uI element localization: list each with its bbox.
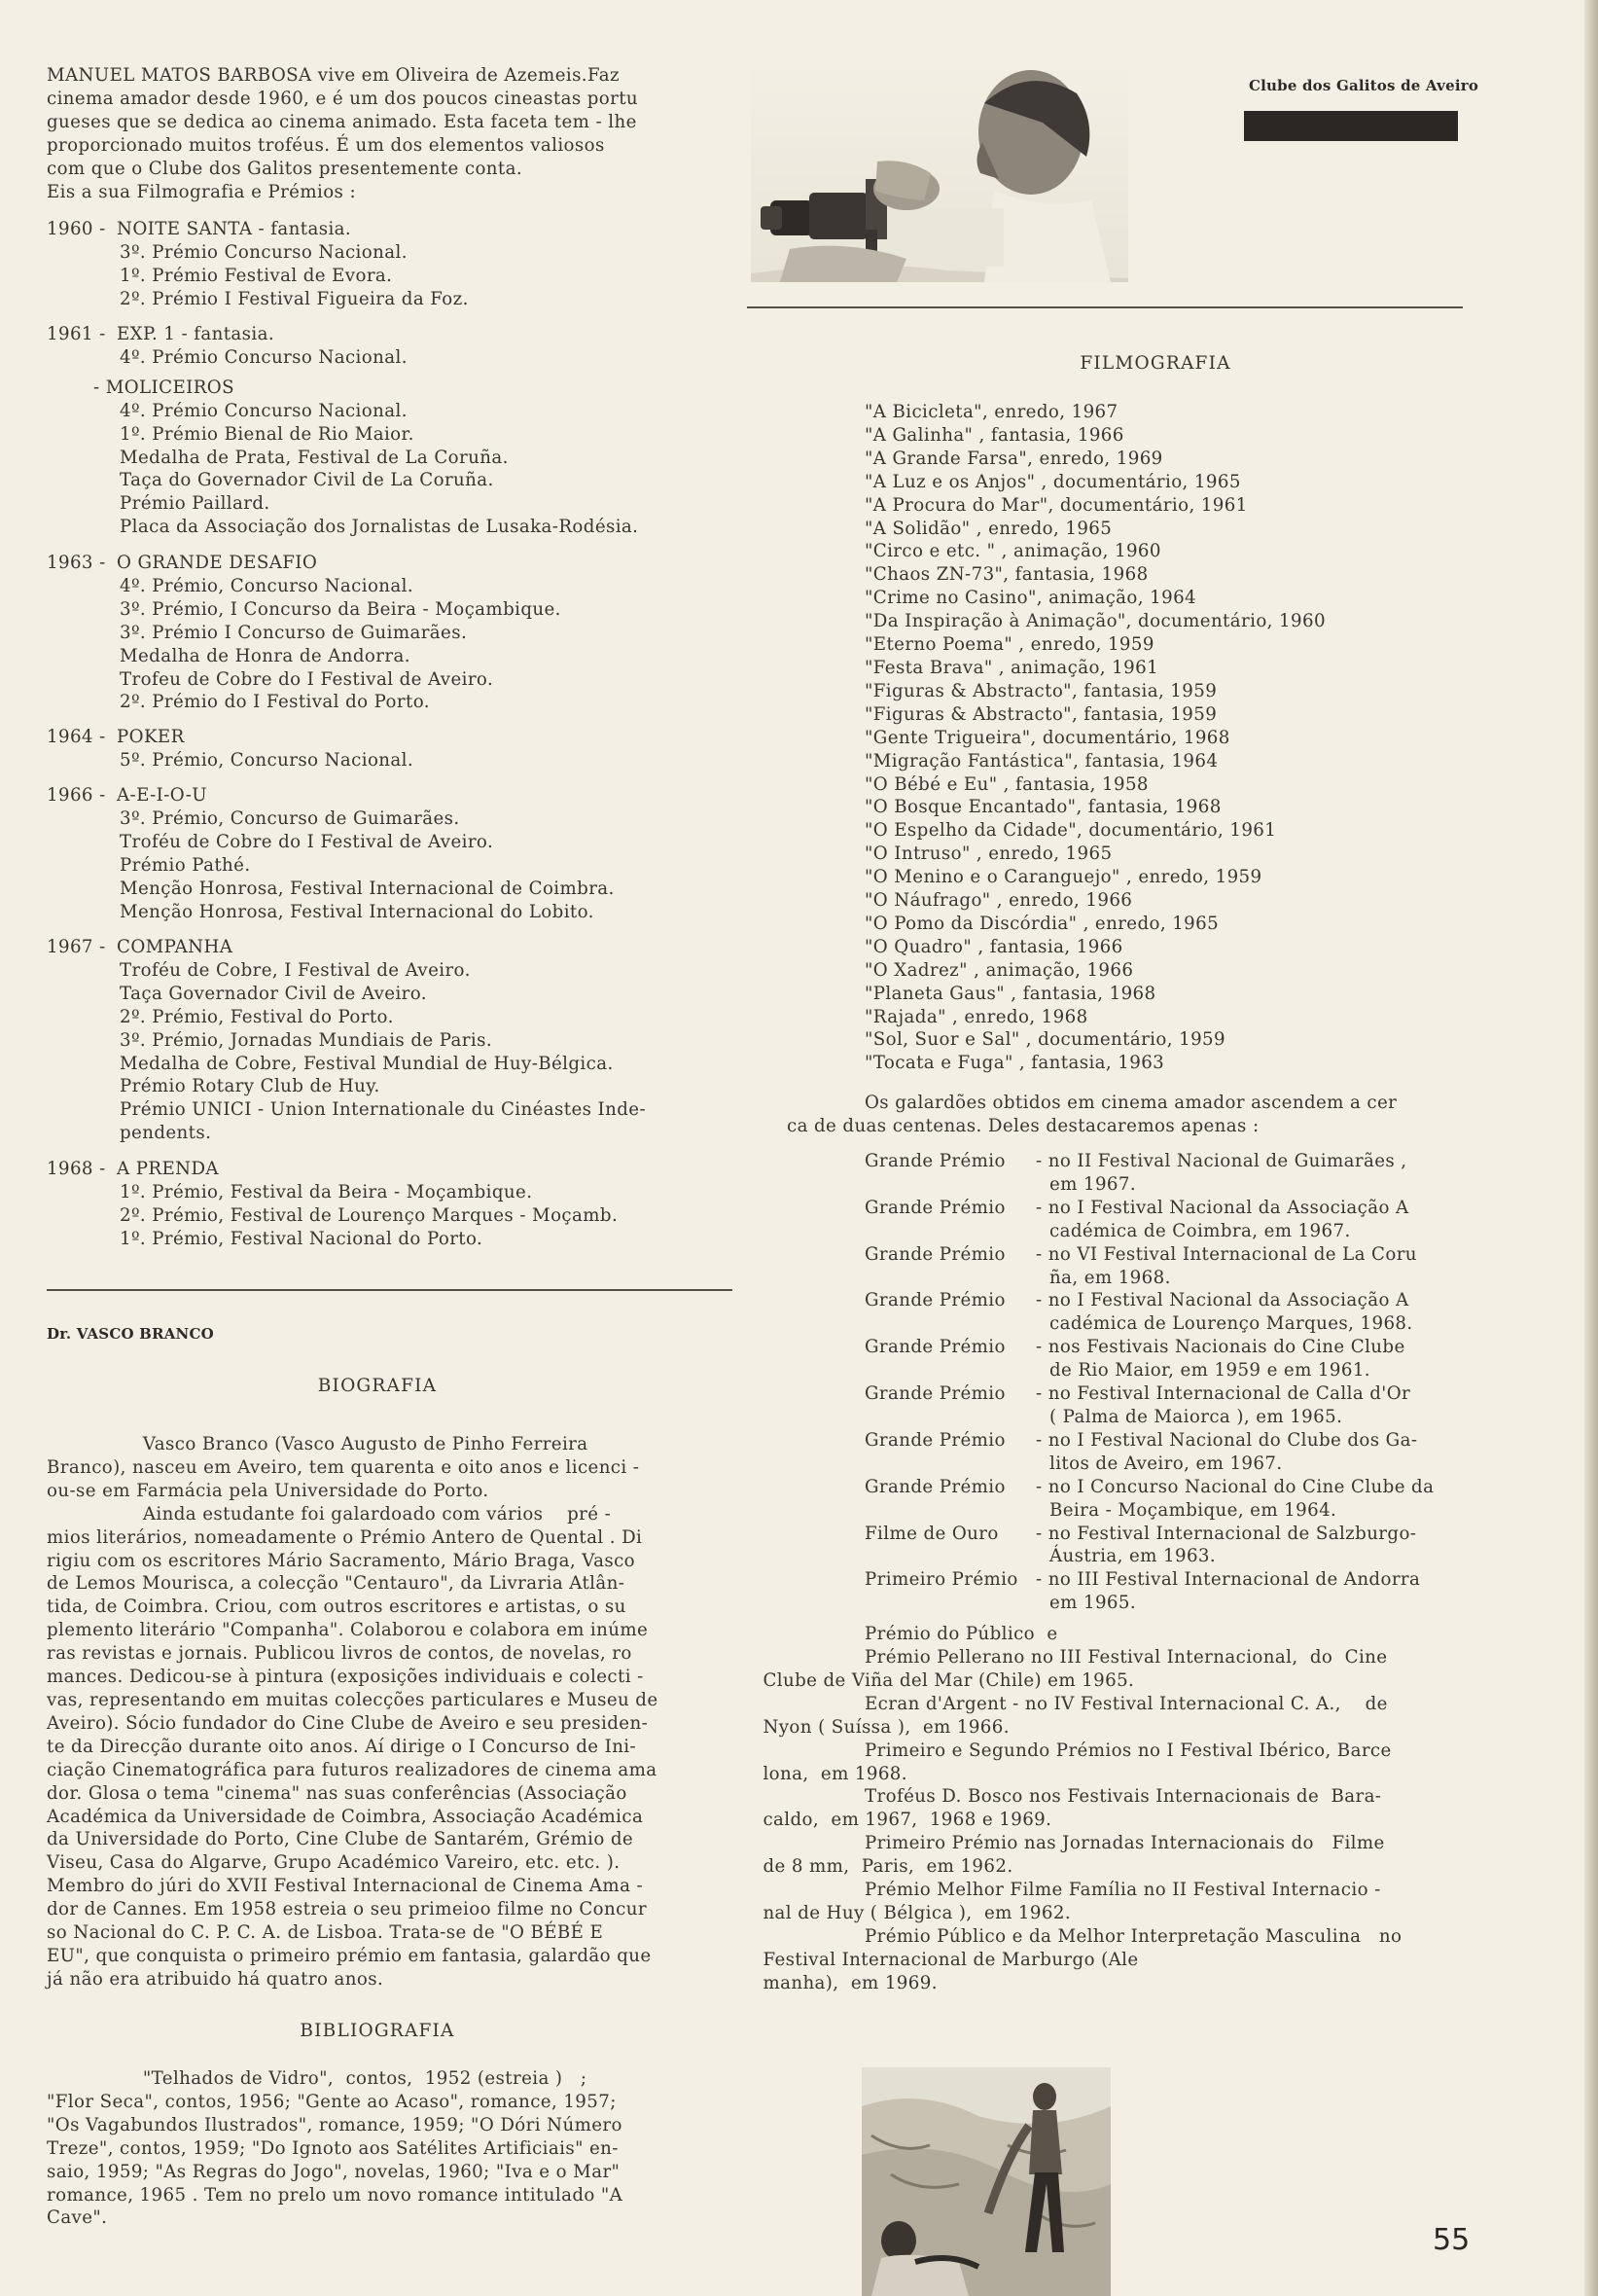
award-text-line: - no I Festival Nacional do Clube dos Ga- [1036,1429,1418,1451]
year-label: 1967 - [47,937,112,957]
film-item: "A Grande Farsa", enredo, 1969 [865,448,1163,469]
film-title: NOITE SANTA - fantasia. [117,219,352,239]
page-edge-shadow [1584,0,1598,2296]
biblio-line: "Flor Seca", contos, 1956; "Gente ao Acaso", romance, 1957; [47,2091,617,2112]
biblio-line: Cave". [47,2207,108,2229]
bio-line: mios literários, nomeadamente o Prémio Antero de Quental . Di [47,1526,643,1548]
award-item: 1º. Prémio, Festival da Beira - Moçambique. [120,1181,533,1202]
bio-line: te da Direcção durante oito anos. Aí dirige o I Concurso de Ini- [47,1736,637,1757]
award-item: Prémio Paillard. [120,493,270,515]
award-item: Taça do Governador Civil de La Coruña. [120,470,494,491]
film-title: COMPANHA [117,937,233,957]
year-block-1964 [47,726,708,772]
award-item: Trofeu de Cobre do I Festival de Aveiro. [120,668,494,690]
galardoes-intro [787,1092,1468,1138]
more-award-line: Nyon ( Suíssa ), em 1966. [583,1716,1010,1738]
award-entry [865,1336,1468,1382]
award-label: Grande Prémio [865,1151,1006,1171]
award-item: Placa da Associação dos Jornalistas de Lusaka-Rodésia. [120,517,639,538]
film-item: "A Bicicleta", enredo, 1967 [865,402,1119,422]
award-entry [865,1382,1468,1429]
award-text-line: - nos Festivais Nacionais do Cine Clube [1036,1337,1405,1358]
film-item: "O Menino e o Caranguejo" , enredo, 1959 [865,867,1262,888]
intro-line: Eis a sua Filmografia e Prémios : [47,181,357,202]
award-item: Medalha de Prata, Festival de La Coruña. [120,447,509,468]
film-title: O GRANDE DESAFIO [117,553,318,573]
award-text-line: ña, em 1968. [1049,1267,1171,1288]
award-text-line: - no II Festival Nacional de Guimarães , [1036,1151,1407,1171]
bio-line: Aveiro). Sócio fundador do Cine Clube de Aveiro e seu presiden- [47,1712,649,1734]
year-label: 1966 - [47,785,112,806]
more-award-line: nal de Huy ( Bélgica ), em 1962. [583,1903,1071,1923]
award-item: 2º. Prémio, Festival do Porto. [120,1006,394,1027]
photo-barbosa-with-camera [751,64,1128,282]
award-item: 4º. Prémio, Concurso Nacional. [120,575,414,596]
film-item: "O Bébé e Eu" , fantasia, 1958 [865,773,1149,795]
galardoes-line: Os galardões obtidos em cinema amador ascendem a cer [865,1093,1398,1113]
bio-line: da Universidade do Porto, Cine Clube de Santarém, Grémio de [47,1829,634,1850]
year-block-1966 [47,784,708,923]
film-title: A PRENDA [117,1159,219,1179]
award-entry [865,1197,1468,1243]
film-title: A-E-I-O-U [117,785,208,806]
award-label: Grande Prémio [865,1197,1006,1218]
award-item: Taça Governador Civil de Aveiro. [120,983,427,1004]
bio-line: Vasco Branco (Vasco Augusto de Pinho Ferreira [47,1434,588,1454]
bio-line: Académica da Universidade de Coimbra, Associação Académica [47,1806,644,1827]
award-entry [865,1289,1468,1336]
award-item: 2º. Prémio do I Festival do Porto. [120,692,430,713]
award-entry [865,1150,1468,1197]
bio-line: vas, representando em muitas colecções particulares e Museu de [47,1689,658,1710]
award-item: 2º. Prémio, Festival de Lourenço Marques - Moçamb. [120,1204,619,1226]
bio-line: mances. Dedicou-se à pintura (exposições individuais e colecti - [47,1667,644,1688]
galardoes-line: ca de duas centenas. Deles destacaremos apenas : [787,1115,1260,1136]
year-block-1961 [47,323,708,539]
bio-line: so Nacional do C. P. C. A. de Lisboa. Trata-se de "O BÉBÉ E [47,1922,604,1944]
awards-list [583,1150,1468,1995]
film-item: "Crime no Casino", animação, 1964 [865,588,1197,609]
biblio-line: Treze", contos, 1959; "Do Ignoto aos Satélites Artificiais" en- [47,2137,619,2159]
award-label: Grande Prémio [865,1290,1006,1311]
divider-left-middle [47,1289,732,1291]
film-item: "Rajada" , enredo, 1968 [865,1006,1088,1027]
more-award-line: de 8 mm, Paris, em 1962. [583,1856,1013,1878]
award-text-line: de Rio Maior, em 1959 e em 1961. [1049,1360,1370,1381]
more-award-line: lona, em 1968. [583,1763,907,1784]
vasco-bibliography [47,2067,732,2230]
award-label: Grande Prémio [865,1337,1006,1358]
award-item: 1º. Prémio Festival de Evora. [120,265,393,286]
year-label: 1964 - [47,727,112,747]
award-label: Primeiro Prémio [865,1569,1018,1591]
award-entry [865,1476,1468,1523]
bio-line: tida, de Coimbra. Criou, com outros escritores e artistas, o su [47,1596,626,1618]
photo-vasco-on-dunes [862,2067,1111,2296]
award-text-line: Beira - Moçambique, em 1964. [1049,1499,1337,1521]
year-label: 1961 - [47,324,112,344]
award-text-line: - no III Festival Internacional de Andorra [1036,1569,1421,1591]
bio-line: Branco), nasceu em Aveiro, tem quarenta e oito anos e licenci - [47,1456,640,1478]
more-award-line: Prémio do Público e [865,1624,1058,1645]
bio-line: ou-se em Farmácia pela Universidade do Porto. [47,1480,489,1501]
more-award-line: Prémio Público e da Melhor Interpretação Masculina no [865,1925,1403,1947]
award-item: Troféu de Cobre, I Festival de Aveiro. [120,959,471,981]
award-item: pendents. [120,1123,212,1144]
award-item: Prémio Rotary Club de Huy. [120,1076,380,1097]
film-item: "Chaos ZN-73", fantasia, 1968 [865,564,1149,586]
award-text-line: cadémica de Lourenço Marques, 1968. [1049,1313,1413,1335]
more-award-line: caldo, em 1967, 1968 e 1969. [583,1810,1052,1831]
award-text-line: em 1965. [1049,1593,1137,1614]
bio-line: já não era atribuido há quatro anos. [47,1968,384,1990]
award-text-line: litos de Aveiro, em 1967. [1049,1453,1283,1474]
award-text-line: em 1967. [1049,1173,1137,1195]
vasco-biography [47,1433,732,1991]
award-label: Grande Prémio [865,1476,1006,1497]
film-title: EXP. 1 - fantasia. [117,324,275,344]
film-item: "Circo e etc. " , animação, 1960 [865,541,1161,562]
intro-line: cinema amador desde 1960, e é um dos poucos cineastas portu [47,88,639,109]
film-item: "A Solidão" , enredo, 1965 [865,518,1113,539]
award-text-line: - no VI Festival Internacional de La Coru [1036,1243,1417,1265]
film-item: "O Intruso" , enredo, 1965 [865,843,1113,865]
film-item: "A Luz e os Anjos" , documentário, 1965 [865,471,1241,492]
more-award-line: Primeiro Prémio nas Jornadas Internacionais do Filme [865,1833,1385,1854]
film-item: "O Xadrez" , animação, 1966 [865,959,1134,981]
biblio-line: "Os Vagabundos Ilustrados", romance, 1959; "O Dóri Número [47,2114,622,2135]
award-label: Grande Prémio [865,1429,1006,1451]
barbosa-intro [47,64,693,203]
year-block-1960 [47,218,708,311]
intro-line: com que o Clube dos Galitos presentemente conta. [47,158,523,179]
bio-line: plemento literário "Companha". Colaborou e colabora em inúme [47,1620,649,1641]
film-item: "O Quadro" , fantasia, 1966 [865,936,1123,957]
biblio-line: "Telhados de Vidro", contos, 1952 (estreia ) ; [47,2068,587,2089]
award-entry [865,1523,1468,1569]
biblio-line: romance, 1965 . Tem no prelo um novo romance intitulado "A [47,2184,623,2206]
more-awards [583,1623,1468,1995]
bio-line: Membro do júri do XVII Festival Internacional de Cinema Ama - [47,1876,644,1897]
film-item: "Figuras & Abstracto", fantasia, 1959 [865,703,1218,725]
vasco-name-label: Dr. VASCO BRANCO [47,1325,214,1343]
bio-line: Ainda estudante foi galardoado com vários pré - [47,1503,612,1525]
award-text-line: - no I Festival Nacional da Associação A [1036,1197,1409,1218]
year-block-1967 [47,936,708,1145]
award-label: Grande Prémio [865,1383,1006,1405]
award-label: Grande Prémio [865,1243,1006,1265]
bibliografia-title: BIBLIOGRAFIA [300,2021,455,2041]
film-item: "O Pomo da Discórdia" , enredo, 1965 [865,913,1220,934]
award-item: 1º. Prémio, Festival Nacional do Porto. [120,1228,483,1249]
intro-line: MANUEL MATOS BARBOSA vive em Oliveira de Azemeis.Faz [47,65,620,86]
film-item: "Da Inspiração à Animação", documentário, 1960 [865,611,1326,632]
award-item: 3º. Prémio Concurso Nacional. [120,241,408,263]
award-item: Troféu de Cobre do I Festival de Aveiro. [120,831,494,852]
biografia-title: BIOGRAFIA [317,1376,438,1396]
bio-line: rigiu com os escritores Mário Sacramento, Mário Braga, Vasco [47,1550,636,1571]
award-item: 4º. Prémio Concurso Nacional. [120,346,408,368]
bio-line: ras revistas e jornais. Publicou livros de contos, de novelas, ro [47,1643,632,1665]
film-item: "A Galinha" , fantasia, 1966 [865,424,1124,446]
more-award-line: Ecran d'Argent - no IV Festival Internacional C. A., de [865,1693,1388,1714]
more-award-line: Troféus D. Bosco nos Festivais Internacionais de Bara- [865,1786,1382,1808]
page-number: 55 [1433,2223,1471,2257]
award-item: 1º. Prémio Bienal de Rio Maior. [120,423,414,445]
award-item: 3º. Prémio, Concurso de Guimarães. [120,807,460,829]
award-item: Medalha de Honra de Andorra. [120,645,410,666]
bio-line: Viseu, Casa do Algarve, Grupo Académico Vareiro, etc. etc. ). [47,1852,621,1874]
film-item: "Gente Trigueira", documentário, 1968 [865,727,1230,748]
film-item: "Sol, Suor e Sal" , documentário, 1959 [865,1029,1226,1051]
film-item: "Festa Brava" , animação, 1961 [865,657,1159,678]
film-item: "O Náufrago" , enredo, 1966 [865,890,1133,912]
award-text-line: Áustria, em 1963. [1049,1546,1217,1567]
film-item: "Figuras & Abstracto", fantasia, 1959 [865,680,1218,701]
year-label: 1963 - [47,553,112,573]
bio-line: ciação Cinematográfica para futuros realizadores de cinema ama [47,1759,657,1780]
award-text-line: - no Festival Internacional de Calla d'Or [1036,1383,1411,1405]
award-item: Prémio Pathé. [120,854,251,876]
film-item: "Tocata e Fuga" , fantasia, 1963 [865,1053,1165,1074]
bio-line: de Lemos Mourisca, a colecção "Centauro", da Livraria Atlân- [47,1573,625,1595]
award-entry [865,1568,1468,1615]
film-title: POKER [117,727,185,747]
year-block-1968 [47,1158,708,1251]
award-text-line: cadémica de Coimbra, em 1967. [1049,1220,1351,1241]
award-item: 5º. Prémio, Concurso Nacional. [120,749,414,771]
bio-line: dor. Glosa o tema "cinema" nas suas conferências (Associação [47,1782,627,1804]
film-item: "Eterno Poema" , enredo, 1959 [865,634,1154,656]
award-item: Medalha de Cobre, Festival Mundial de Huy-Bélgica. [120,1053,614,1074]
year-label: 1960 - [47,219,112,239]
film-item: "Planeta Gaus" , fantasia, 1968 [865,983,1156,1004]
more-award-line: manha), em 1969. [583,1972,938,1993]
award-item: 4º. Prémio Concurso Nacional. [120,400,408,421]
year-block-1963 [47,552,708,714]
award-item: 3º. Prémio I Concurso de Guimarães. [120,622,468,643]
award-label: Filme de Ouro [865,1523,999,1544]
award-item: Menção Honrosa, Festival Internacional do Lobito. [120,901,594,922]
bio-line: EU", que conquista o primeiro prémio em fantasia, galardão que [47,1945,652,1966]
filmografia-title: FILMOGRAFIA [1080,353,1231,374]
film-title: - MOLICEIROS [93,377,234,398]
award-entry [865,1429,1468,1476]
film-item: "O Bosque Encantado", fantasia, 1968 [865,797,1222,818]
more-award-line: Festival Internacional de Marburgo (Ale [583,1949,1139,1970]
film-item: "Migração Fantástica", fantasia, 1964 [865,750,1219,771]
award-text-line: ( Palma de Maiorca ), em 1965. [1049,1406,1343,1427]
award-item: 3º. Prémio, I Concurso da Beira - Moçambique. [120,598,561,620]
more-award-line: Prémio Pellerano no III Festival Internacional, do Cine [865,1647,1388,1668]
more-award-line: Clube de Viña del Mar (Chile) em 1965. [583,1669,1135,1691]
award-text-line: - no I Concurso Nacional do Cine Clube da [1036,1476,1435,1497]
award-item: 3º. Prémio, Jornadas Mundiais de Paris. [120,1029,493,1051]
divider-right-top [747,306,1463,308]
film-item: "A Procura do Mar", documentário, 1961 [865,494,1248,516]
award-text-line: - no Festival Internacional de Salzburgo- [1036,1523,1417,1544]
more-award-line: Prémio Melhor Filme Família no II Festival Internacio - [865,1880,1381,1901]
year-label: 1968 - [47,1159,112,1179]
award-item: Prémio UNICI - Union Internationale du Cinéastes Inde- [120,1099,647,1121]
award-item: Menção Honrosa, Festival Internacional de Coimbra. [120,878,615,899]
club-header-label: Clube dos Galitos de Aveiro [1249,77,1479,94]
award-text-line: - no I Festival Nacional da Associação A [1036,1290,1409,1311]
award-entry [865,1243,1468,1290]
intro-line: gueses que se dedica ao cinema animado. Esta faceta tem - lhe [47,111,637,132]
bio-line: dor de Cannes. Em 1958 estreia o seu primeioo filme no Concur [47,1899,647,1920]
more-award-line: Primeiro e Segundo Prémios no I Festival Ibérico, Barce [865,1740,1392,1761]
intro-line: proporcionado muitos troféus. É um dos elementos valiosos [47,134,605,156]
film-list [865,401,1468,1075]
film-item: "O Espelho da Cidade", documentário, 1961 [865,820,1277,842]
biblio-line: saio, 1959; "As Regras do Jogo", novelas, 1960; "Iva e o Mar" [47,2161,621,2182]
award-item: 2º. Prémio I Festival Figueira da Foz. [120,288,469,309]
header-dark-bar [1244,111,1458,141]
